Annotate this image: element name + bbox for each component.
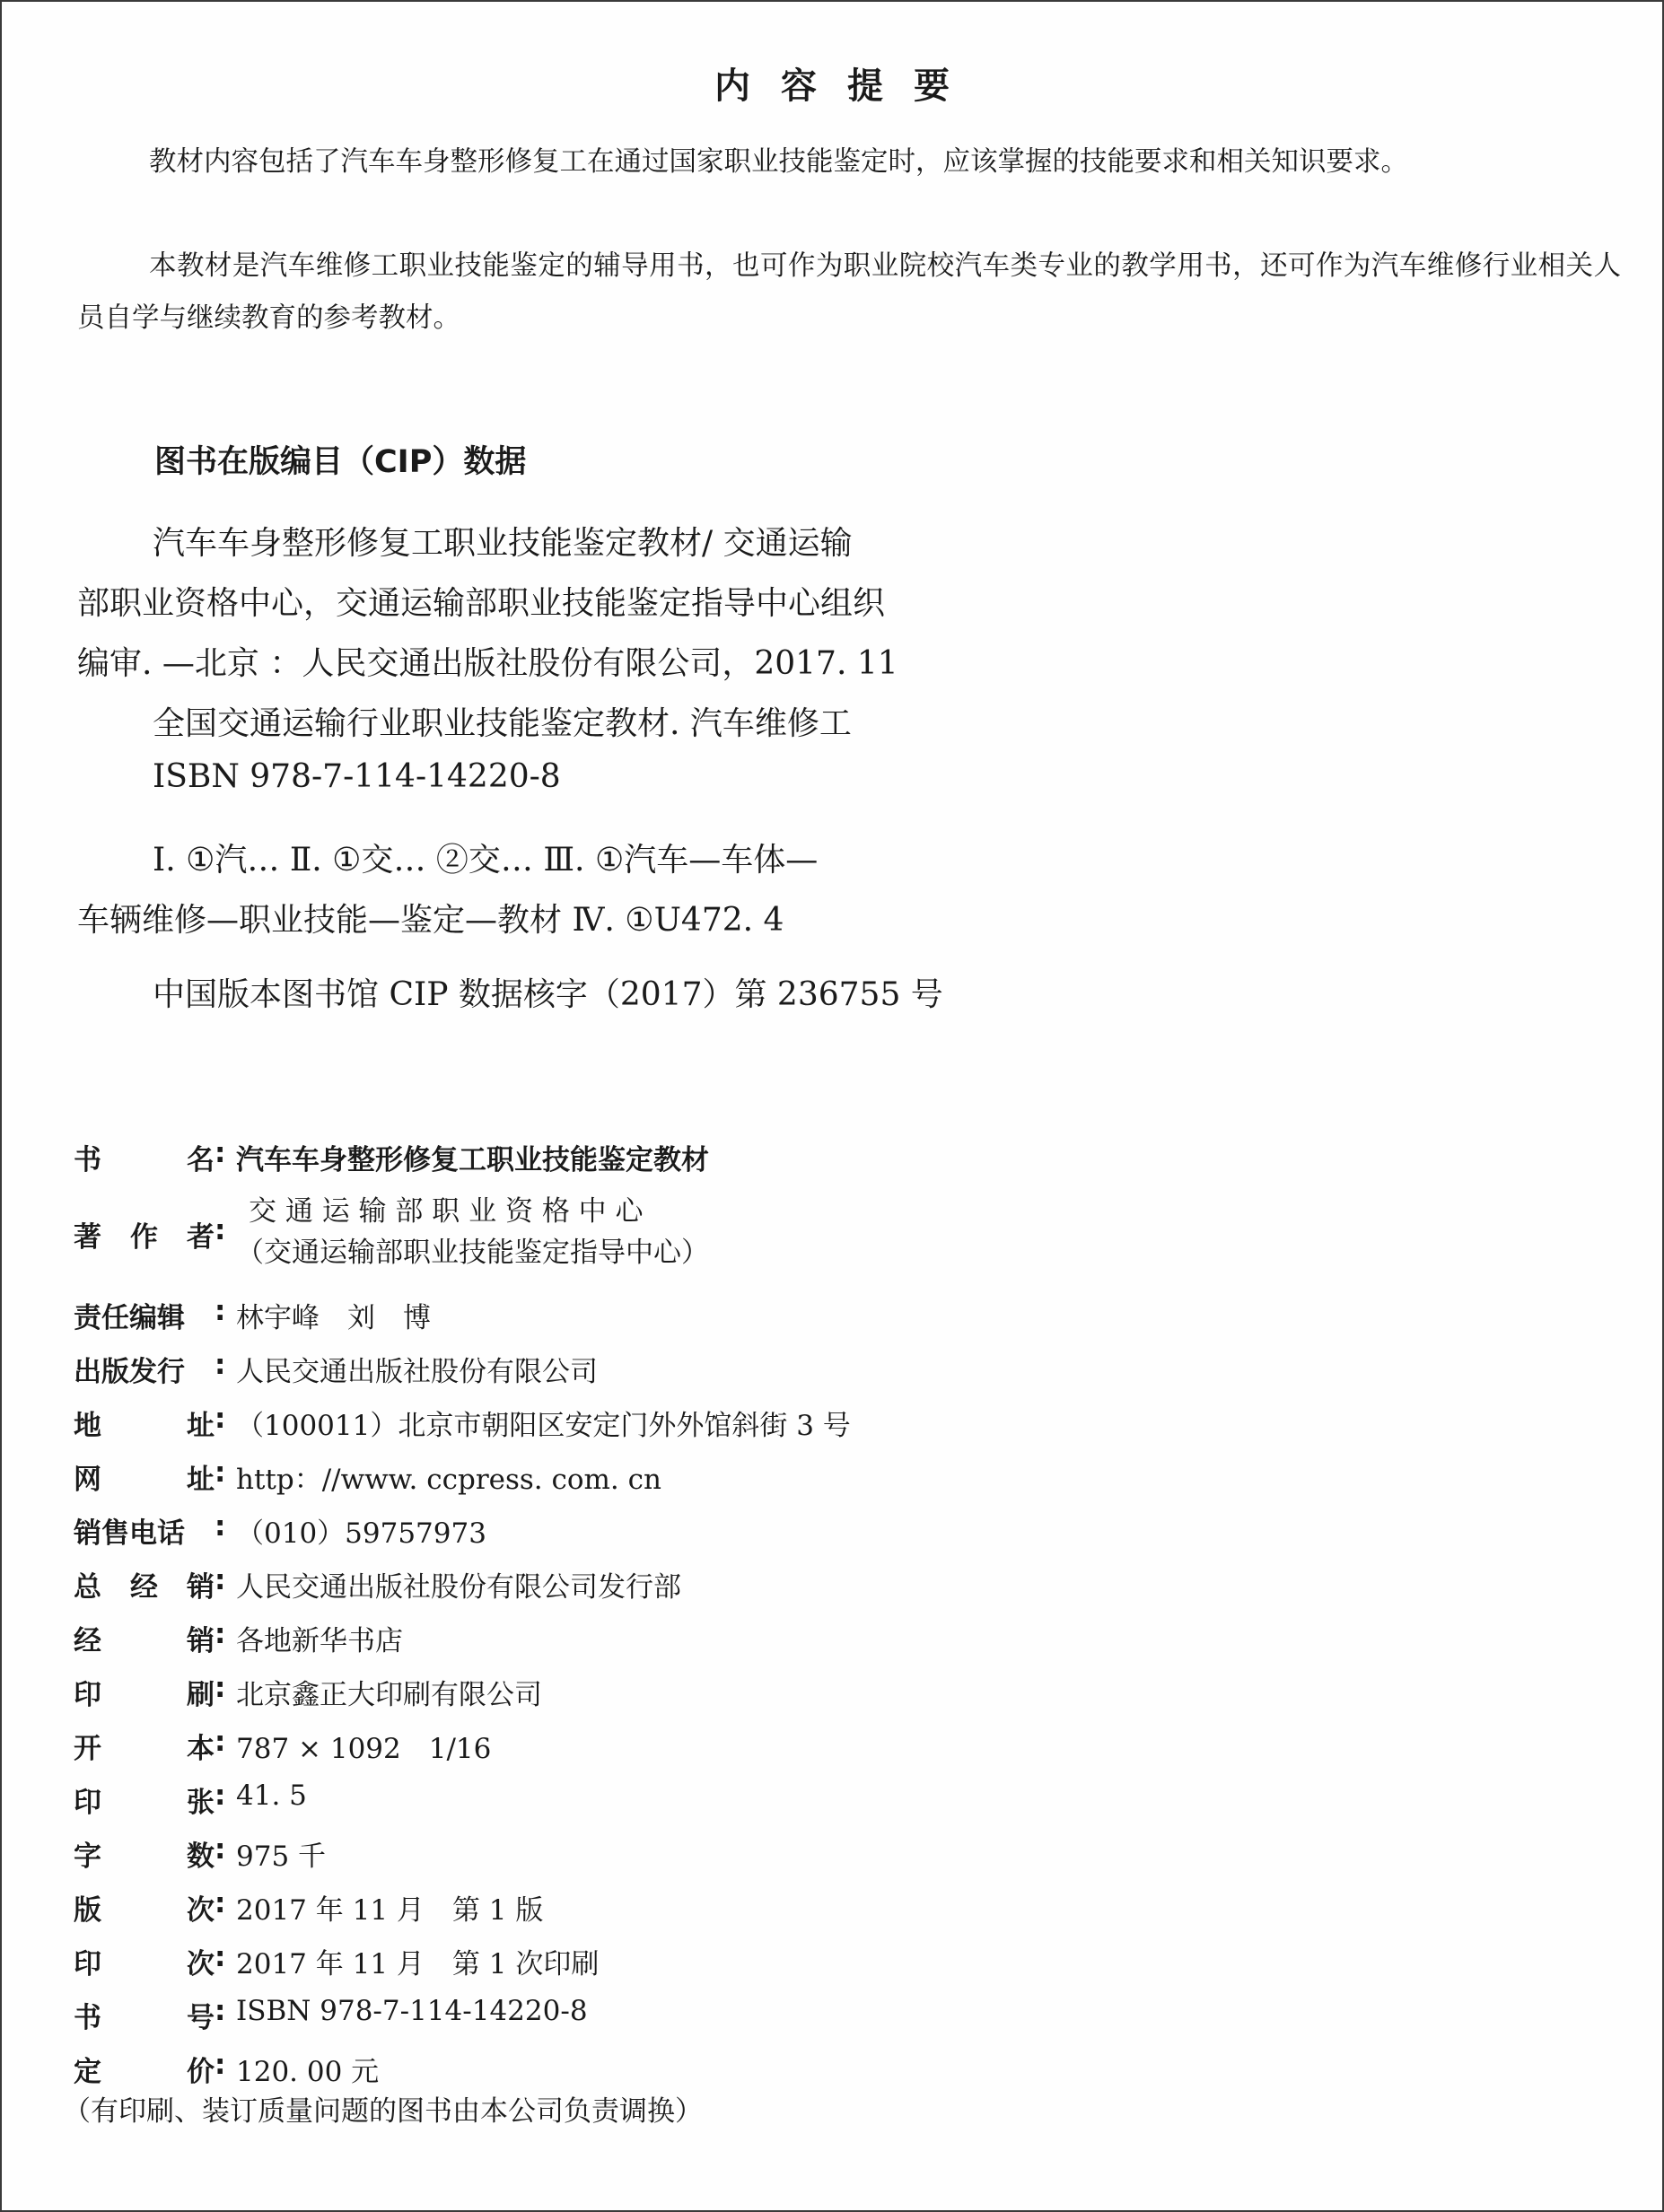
info-value: 787 × 1092 1/16 — [236, 1733, 492, 1765]
info-value: 人民交通出版社股份有限公司发行部 — [236, 1571, 681, 1604]
info-label: 责任编辑 — [74, 1302, 185, 1334]
info-label: 网 址 — [74, 1464, 215, 1496]
info-value: ISBN 978-7-114-14220-8 — [236, 1995, 588, 2027]
info-row-publisher: 出版发行 : 人民交通出版社股份有限公司 — [74, 1349, 598, 1388]
info-row-author: 著 作 者 : 交 通 运 输 部 职 业 资 格 中 心 （交通运输部职业技能鉴定指导中心） — [74, 1191, 851, 1295]
cip-line: 中国版本图书馆 CIP 数据核字（2017）第 236755 号 — [153, 976, 943, 1013]
cip-line: 编审. —北京 ：人民交通出版社股份有限公司，2017. 11 — [77, 645, 898, 682]
info-value: 汽车车身整形修复工职业技能鉴定教材 — [236, 1144, 709, 1176]
info-label: 书 号 — [74, 2002, 215, 2034]
info-row-website: 网 址 : http：//www. ccpress. com. cn — [74, 1456, 661, 1496]
info-row-address: 地 址 : （100011）北京市朝阳区安定门外外馆斜街 3 号 — [74, 1403, 851, 1442]
info-row-book-name: 书 名 : 汽车车身整形修复工职业技能鉴定教材 — [74, 1137, 709, 1176]
info-value: 北京鑫正大印刷有限公司 — [236, 1679, 542, 1711]
info-row-printing: 印 次 : 2017 年 11 月 第 1 次印刷 — [74, 1941, 600, 1980]
info-label: 销售电话 — [74, 1517, 185, 1550]
info-label: 印 张 — [74, 1787, 215, 1819]
info-label: 印 次 — [74, 1948, 215, 1980]
info-label: 经 销 — [74, 1625, 215, 1657]
info-label: 印 刷 — [74, 1679, 215, 1711]
cip-line: ISBN 978-7-114-14220-8 — [153, 758, 561, 795]
info-value: 交 通 运 输 部 职 业 资 格 中 心 — [249, 1195, 644, 1228]
cip-line: Ⅰ. ①汽… Ⅱ. ①交… ②交… Ⅲ. ①汽车—车体— — [153, 842, 819, 879]
info-row-phone: 销售电话 : （010）59757973 — [74, 1510, 486, 1550]
info-label: 字 数 — [74, 1840, 215, 1873]
cip-line: 部职业资格中心，交通运输部职业技能鉴定指导中心组织 — [77, 585, 886, 622]
info-label: 书 名 — [74, 1144, 215, 1176]
summary-paragraph: 本教材是汽车维修工职业技能鉴定的辅导用书，也可作为职业院校汽车类专业的教学用书，还可作为汽车维修行业相关人员自学与继续教育的参考教材。 — [77, 250, 1621, 334]
info-label: 出版发行 — [74, 1356, 185, 1388]
info-row-sheets: 印 张 : 41. 5 — [74, 1779, 307, 1819]
info-value: （010）59757973 — [236, 1517, 486, 1550]
info-value: 人民交通出版社股份有限公司 — [236, 1356, 598, 1388]
info-label: 版 次 — [74, 1894, 215, 1927]
info-value: 120. 00 元 — [236, 2056, 380, 2088]
cip-heading: 图书在版编目（CIP）数据 — [154, 444, 527, 480]
info-value: （交通运输部职业技能鉴定指导中心） — [236, 1237, 709, 1269]
info-label: 地 址 — [74, 1410, 215, 1442]
info-row-distributor: 经 销 : 各地新华书店 — [74, 1618, 403, 1657]
info-row-edition: 版 次 : 2017 年 11 月 第 1 版 — [74, 1887, 544, 1927]
info-row-word-count: 字 数 : 975 千 — [74, 1833, 327, 1873]
info-value: 林宇峰 刘 博 — [236, 1302, 431, 1334]
info-label: 开 本 — [74, 1733, 215, 1765]
info-row-isbn: 书 号 : ISBN 978-7-114-14220-8 — [74, 1995, 588, 2034]
info-label: 定 价 — [74, 2056, 215, 2088]
info-row-distributor-general: 总 经 销 : 人民交通出版社股份有限公司发行部 — [74, 1564, 681, 1604]
info-value: 各地新华书店 — [236, 1625, 403, 1657]
info-label: 总 经 销 — [74, 1571, 215, 1604]
publication-info — [74, 1137, 851, 2103]
info-value: （100011）北京市朝阳区安定门外外馆斜街 3 号 — [236, 1410, 851, 1442]
info-row-editor: 责任编辑 : 林宇峰 刘 博 — [74, 1295, 431, 1334]
summary-title: 内容提要 — [714, 66, 980, 107]
quality-note: （有印刷、装订质量问题的图书由本公司负责调换） — [63, 2095, 703, 2128]
info-value: http：//www. ccpress. com. cn — [236, 1464, 661, 1496]
cip-line: 全国交通运输行业职业技能鉴定教材. 汽车维修工 — [153, 705, 852, 742]
info-label: 著 作 者 — [74, 1221, 215, 1254]
cip-line: 汽车车身整形修复工职业技能鉴定教材/ 交通运输 — [153, 525, 853, 562]
info-value: 2017 年 11 月 第 1 次印刷 — [236, 1948, 600, 1980]
info-row-format: 开 本 : 787 × 1092 1/16 — [74, 1726, 492, 1765]
info-value: 2017 年 11 月 第 1 版 — [236, 1894, 544, 1927]
info-value: 975 千 — [236, 1840, 327, 1873]
cip-line: 车辆维修—职业技能—鉴定—教材 Ⅳ. ①U472. 4 — [77, 902, 784, 939]
info-row-printer: 印 刷 : 北京鑫正大印刷有限公司 — [74, 1672, 542, 1711]
summary-paragraph: 教材内容包括了汽车车身整形修复工在通过国家职业技能鉴定时，应该掌握的技能要求和相关知识要求。 — [149, 146, 1408, 178]
info-value: 41. 5 — [236, 1779, 307, 1812]
info-row-price: 定 价 : 120. 00 元 — [74, 2049, 380, 2088]
